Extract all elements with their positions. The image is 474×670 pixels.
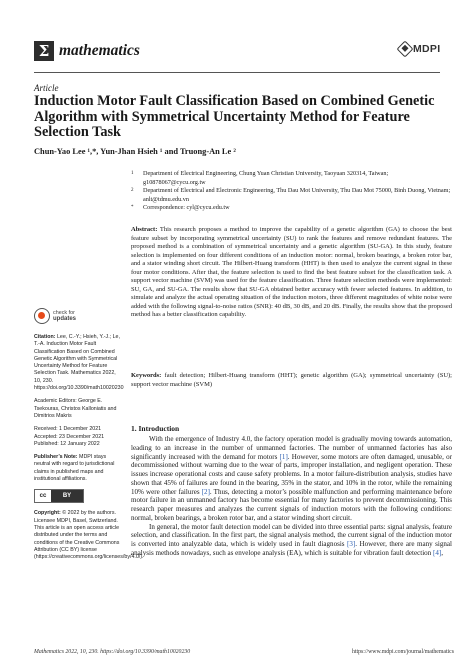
affiliation-item bbox=[131, 204, 451, 213]
updates-check-text: check for bbox=[53, 310, 75, 316]
abstract bbox=[131, 226, 452, 320]
citation-text: Lee, C.-Y.; Hsieh, Y.-J.; Le, T.-A. Induction Motor Fault Classification Based on Combined Genetic Algorithm with Symmetrical Uncertainty Method for Feature Selection Task. Mathematics 2022, 10, 230. https://doi.org/10.3390/math10020230 bbox=[34, 334, 124, 392]
publisher-name: MDPI bbox=[413, 43, 441, 55]
updates-label bbox=[53, 310, 76, 322]
paragraph bbox=[131, 435, 452, 523]
citation-label: Citation: bbox=[34, 334, 56, 340]
updates-word-text: updates bbox=[53, 316, 77, 322]
publisher-logo bbox=[399, 43, 440, 55]
published-date: Published: 12 January 2022 bbox=[34, 440, 100, 447]
section-heading: 1. Introduction bbox=[131, 424, 180, 433]
publisher-note-block bbox=[34, 454, 123, 483]
header-divider bbox=[34, 72, 440, 73]
reference-link[interactable]: [4] bbox=[432, 548, 442, 557]
reference-link[interactable]: [1] bbox=[279, 452, 288, 461]
affiliation-number: 2 bbox=[131, 188, 134, 193]
accepted-date: Accepted: 23 December 2021 bbox=[34, 433, 105, 440]
affiliation-text: Correspondence: cyl@cycu.edu.tw bbox=[143, 204, 230, 211]
keywords-text: fault detection; Hilbert-Huang transform (HHT); genetic algorithm (GA); symmetrical uncertainty (SU); support vector machine (SVM) bbox=[131, 372, 452, 388]
copyright-text: © 2022 by the authors. Licensee MDPI, Basel, Switzerland. This article is an open access article distributed under the terms and conditions of the Creative Commons Attribution (CC BY) license (https://creativecommons.org/licenses/by/4.0/). bbox=[34, 510, 144, 561]
footer-journal-url[interactable]: https://www.mdpi.com/journal/mathematics bbox=[351, 649, 454, 655]
text-run: , bbox=[441, 548, 443, 557]
article-authors: Chun-Yao Lee ¹,*, Yun-Jhan Hsieh ¹ and Truong-An Le ² bbox=[34, 147, 236, 156]
dates-block bbox=[34, 426, 123, 448]
editors-label: Academic Editors: bbox=[34, 398, 77, 405]
editors-block bbox=[34, 398, 123, 420]
article-type: Article bbox=[34, 83, 59, 93]
updates-icon bbox=[34, 308, 50, 324]
keywords bbox=[131, 372, 452, 389]
journal-logo-icon: Σ bbox=[34, 41, 54, 61]
reference-link[interactable]: [3] bbox=[347, 540, 356, 548]
editors-text: George E. Tsekouras, Christos Kalloniatis and Dimitrios Makris bbox=[34, 398, 117, 419]
abstract-label: Abstract: bbox=[131, 226, 158, 233]
paragraph bbox=[131, 523, 452, 558]
mdpi-mark-icon bbox=[397, 41, 414, 58]
affiliations bbox=[131, 170, 451, 213]
copyright-label: Copyright: bbox=[34, 510, 61, 517]
left-sidebar bbox=[34, 308, 144, 567]
page-footer bbox=[34, 649, 454, 655]
keywords-label: Keywords: bbox=[131, 372, 162, 379]
journal-name: mathematics bbox=[59, 42, 140, 59]
text-run: . However, there are many signal analysis methods nowadays, such as envelope analysis (EA), which is suitable for vibration fault detection bbox=[131, 540, 452, 557]
citation-block bbox=[34, 334, 123, 392]
affiliation-text: Department of Electrical and Electronic Engineering, Thu Dau Mot University, Thu Dau Mot 75000, Binh Duong, Vietnam; anlt@tdmu.edu.vn bbox=[143, 187, 451, 203]
by-icon: BY bbox=[51, 490, 83, 502]
footer-journal-ref[interactable]: Mathematics 2022, 10, 230. https://doi.org/10.3390/math10020230 bbox=[34, 649, 191, 655]
text-run: In general, the motor fault detection model can be divided into three essential parts: signal analysis, feature selection, and classification. In the first part, the signal analysis method, the current signal of the induction motor is converted into analyzable data, which is widely used in fault diagnosis bbox=[131, 522, 452, 548]
copyright-block bbox=[34, 510, 144, 561]
text-run: . Thus, detecting a motor’s possible malfunction and performing maintenance before motor failure in an unmanned factory has become essential for many factories to prevent decommissioning. This research paper measures and analyzes the current signals of induction motors with the following conditions: normal, broken bearings, a broken rotor bar, and a stator winding short circuit. bbox=[131, 487, 452, 522]
affiliation-text: Department of Electrical Engineering, Chung Yuan Christian University, Taoyuan 320314, Taiwan; g10878067@cycu.org.tw bbox=[143, 170, 389, 186]
affiliation-number: 1 bbox=[131, 171, 134, 176]
introduction-body bbox=[131, 435, 452, 558]
reference-link[interactable]: [2] bbox=[201, 487, 210, 496]
text-run: With the emergence of Industry 4.0, the factory operation model is gradually moving towards automation, leading to an increase in the number of unmanned factories. The number of unmanned factories has also significantly increased with the demand for motors bbox=[131, 435, 452, 461]
publisher-note-text: MDPI stays neutral with regard to jurisdictional claims in published maps and institutional affiliations. bbox=[34, 454, 115, 483]
article-title: Induction Motor Fault Classification Based on Combined Genetic Algorithm with Symmetrical Uncertainty Method for Feature Selection Task bbox=[34, 93, 435, 140]
cc-icon: cc bbox=[35, 490, 51, 502]
check-for-updates-button[interactable] bbox=[34, 308, 123, 324]
cc-by-license-badge[interactable] bbox=[34, 489, 84, 503]
received-date: Received: 1 December 2021 bbox=[34, 426, 102, 433]
affiliation-number: * bbox=[131, 205, 134, 210]
affiliation-item bbox=[131, 170, 451, 187]
publisher-note-label: Publisher’s Note: bbox=[34, 454, 78, 461]
affiliation-item bbox=[131, 187, 451, 204]
abstract-text: This research proposes a method to improve the capability of a genetic algorithm (GA) to choose the best feature subset by incorporating symmetrical uncertainty (SU) to rank the features and remove redundant features. The proposed method is a combination of symmetrical uncertainty and a genetic algorithm (SU-GA). In this study, feature selection is implemented on four different conditions of an induction motor: normal, broken bearings, a broken rotor bar, and a stator winding short circuit. The Hilbert-Huang transform (HHT) is then used to analyze the current signal in these four motor conditions. After that, the feature selection is used to find the best feature subset for the classification task. A support vector machine (SVM) was used for the feature classification. Three feature selection methods were implemented: SU, GA, and SU-GA. The results show that SU-GA obtained better accuracy with fewer selected features. In addition, to simulate and analyze the actual operating situation of the induction motors, three different magnitudes of white noise were added with the following signal-to-noise ratios (SNR): 40 dB, 30 dB, and 20 dB. Finally, the results show that the proposed method has a better classification capability. bbox=[131, 226, 452, 319]
text-run: . However, some motors are often damaged, unusable, or decommissioned without warning due to the wear of parts, improper installation, and negligent operation. These issues increase operational costs and cause safety problems. In a motor failure-distribution analysis, studies have shown that 45% of failures are found in the bearing, 35% in the stator, and 10% in the rotor, while the remaining 10% were other failures bbox=[131, 452, 452, 496]
